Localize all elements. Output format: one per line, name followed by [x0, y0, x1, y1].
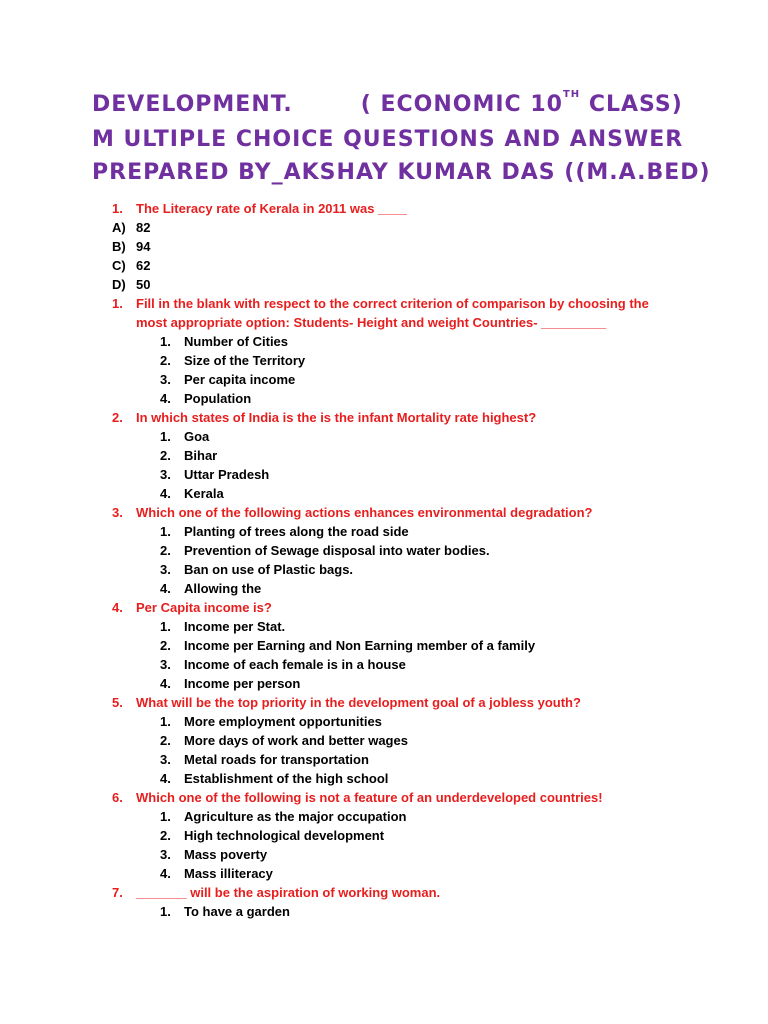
- option-text: Kerala: [184, 486, 224, 501]
- answer-option: [0, 655, 768, 674]
- answer-option: [0, 446, 768, 465]
- answer-option: [0, 807, 768, 826]
- option-label: 1.: [160, 619, 171, 634]
- option-text: Prevention of Sewage disposal into water bodies.: [184, 543, 490, 558]
- option-label: C): [112, 258, 126, 273]
- answer-option: [0, 218, 768, 237]
- answer-option: [0, 427, 768, 446]
- question-item: [0, 408, 768, 427]
- option-label: 1.: [160, 714, 171, 729]
- title-class-suffix: CLASS): [580, 92, 683, 117]
- question-item: [0, 693, 768, 712]
- option-text: Income per person: [184, 676, 301, 691]
- option-text: Size of the Territory: [184, 353, 306, 368]
- answer-option: [0, 636, 768, 655]
- question-item: [0, 503, 768, 522]
- option-label: 3.: [160, 372, 171, 387]
- question-number: 5.: [112, 695, 123, 710]
- option-label: 2.: [160, 448, 171, 463]
- question-text: _______ will be the aspiration of working woman.: [136, 885, 441, 900]
- question-item: [0, 883, 768, 902]
- option-label: 4.: [160, 581, 171, 596]
- option-label: 3.: [160, 657, 171, 672]
- question-item: [0, 199, 768, 218]
- title-subject: DEVELOPMENT.: [92, 92, 293, 117]
- option-text: Income per Earning and Non Earning member of a family: [184, 638, 536, 653]
- answer-option: [0, 237, 768, 256]
- title-line-3: PREPARED BY_AKSHAY KUMAR DAS ((M.A.BED): [92, 160, 711, 185]
- question-item: [0, 598, 768, 617]
- option-text: 94: [136, 239, 151, 254]
- option-text: Population: [184, 391, 252, 406]
- option-label: 3.: [160, 752, 171, 767]
- option-text: Allowing the: [184, 581, 262, 596]
- option-label: 4.: [160, 676, 171, 691]
- option-text: Mass poverty: [184, 847, 268, 862]
- option-text: More employment opportunities: [184, 714, 382, 729]
- option-label: A): [112, 220, 126, 235]
- option-text: Planting of trees along the road side: [184, 524, 409, 539]
- question-number: 3.: [112, 505, 123, 520]
- question-item: [0, 294, 768, 332]
- option-label: 3.: [160, 847, 171, 862]
- option-label: 1.: [160, 429, 171, 444]
- option-text: Uttar Pradesh: [184, 467, 270, 482]
- option-text: Goa: [184, 429, 210, 444]
- answer-option: [0, 541, 768, 560]
- option-label: 4.: [160, 771, 171, 786]
- option-label: 1.: [160, 809, 171, 824]
- question-list: [0, 199, 768, 921]
- answer-option: [0, 845, 768, 864]
- answer-option: [0, 522, 768, 541]
- option-label: 4.: [160, 866, 171, 881]
- option-text: Establishment of the high school: [184, 771, 389, 786]
- answer-option: [0, 731, 768, 750]
- title-class-prefix: ( ECONOMIC 10: [360, 92, 563, 117]
- question-number: 6.: [112, 790, 123, 805]
- option-label: B): [112, 239, 126, 254]
- option-text: To have a garden: [184, 904, 290, 919]
- option-text: Agriculture as the major occupation: [184, 809, 407, 824]
- answer-option: [0, 389, 768, 408]
- answer-option: [0, 579, 768, 598]
- option-label: 2.: [160, 828, 171, 843]
- answer-option: [0, 674, 768, 693]
- option-label: 1.: [160, 524, 171, 539]
- option-text: More days of work and better wages: [184, 733, 408, 748]
- question-text: Which one of the following actions enhances environmental degradation?: [136, 505, 593, 520]
- option-text: Metal roads for transportation: [184, 752, 369, 767]
- question-text: Which one of the following is not a feature of an underdeveloped countries!: [136, 790, 603, 805]
- title-line-1: [92, 89, 683, 117]
- option-label: 4.: [160, 391, 171, 406]
- option-text: Mass illiteracy: [184, 866, 273, 881]
- option-text: 82: [136, 220, 151, 235]
- option-label: 1.: [160, 334, 171, 349]
- answer-option: [0, 902, 768, 921]
- question-number: 1.: [112, 201, 123, 216]
- answer-option: [0, 370, 768, 389]
- option-text: Per capita income: [184, 372, 296, 387]
- option-label: 3.: [160, 562, 171, 577]
- answer-option: [0, 826, 768, 845]
- answer-option: [0, 864, 768, 883]
- answer-option: [0, 750, 768, 769]
- option-text: Income per Stat.: [184, 619, 286, 634]
- option-text: Number of Cities: [184, 334, 289, 349]
- option-text: 62: [136, 258, 151, 273]
- question-number: 4.: [112, 600, 123, 615]
- option-label: 1.: [160, 904, 171, 919]
- answer-option: [0, 256, 768, 275]
- option-label: D): [112, 277, 126, 292]
- answer-option: [0, 712, 768, 731]
- option-text: High technological development: [184, 828, 385, 843]
- option-text: 50: [136, 277, 151, 292]
- question-text: Per Capita income is?: [136, 600, 272, 615]
- option-text: Ban on use of Plastic bags.: [184, 562, 354, 577]
- option-label: 2.: [160, 353, 171, 368]
- question-text: Fill in the blank with respect to the correct criterion of comparison by choosing the most appropriate option: Students- Height and weight Countries- _________: [136, 296, 649, 330]
- title-line-2: M ULTIPLE CHOICE QUESTIONS AND ANSWER: [92, 127, 684, 152]
- option-label: 2.: [160, 543, 171, 558]
- answer-option: [0, 617, 768, 636]
- question-text: In which states of India is the is the infant Mortality rate highest?: [136, 410, 537, 425]
- question-text: What will be the top priority in the development goal of a jobless youth?: [136, 695, 581, 710]
- answer-option: [0, 332, 768, 351]
- option-label: 4.: [160, 486, 171, 501]
- question-number: 2.: [112, 410, 123, 425]
- question-number: 1.: [112, 296, 123, 311]
- option-text: Income of each female is in a house: [184, 657, 406, 672]
- answer-option: [0, 484, 768, 503]
- option-label: 2.: [160, 733, 171, 748]
- question-item: [0, 788, 768, 807]
- answer-option: [0, 351, 768, 370]
- answer-option: [0, 275, 768, 294]
- title-class-superscript: TH: [562, 89, 581, 100]
- option-text: Bihar: [184, 448, 218, 463]
- option-label: 2.: [160, 638, 171, 653]
- question-number: 7.: [112, 885, 123, 900]
- option-label: 3.: [160, 467, 171, 482]
- answer-option: [0, 560, 768, 579]
- answer-option: [0, 769, 768, 788]
- answer-option: [0, 465, 768, 484]
- question-text: The Literacy rate of Kerala in 2011 was ____: [136, 201, 407, 216]
